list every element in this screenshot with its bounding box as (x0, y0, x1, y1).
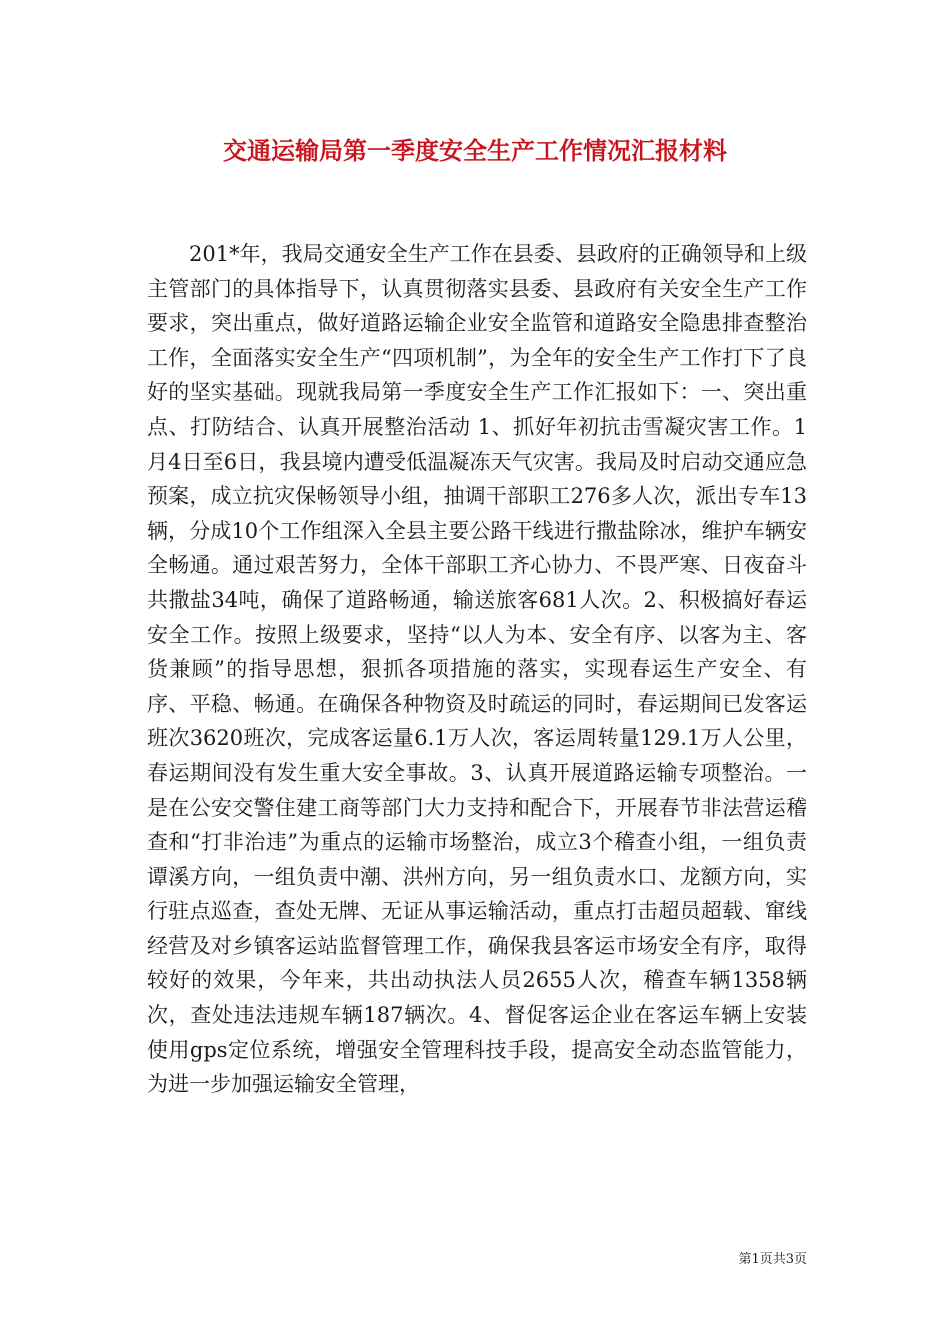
document-body-paragraph: 201*年，我局交通安全生产工作在县委、县政府的正确领导和上级主管部门的具体指导下，认真贯彻落实县委、县政府有关安全生产工作要求，突出重点，做好道路运输企业安全监管和道路安全隐患排查整治工作，全面落实安全生产“四项机制”，为全年的安全生产工作打下了良好的坚实基础。现就我局第一季度安全生产工作汇报如下：一、突出重点、打防结合、认真开展整治活动 1、抓好年初抗击雪凝灾害工作。1月4日至6日，我县境内遭受低温凝冻天气灾害。我局及时启动交通应急预案，成立抗灾保畅领导小组，抽调干部职工276多人次，派出专车13辆，分成10个工作组深入全县主要公路干线进行撒盐除冰，维护车辆安全畅通。通过艰苦努力，全体干部职工齐心协力、不畏严寒、日夜奋斗共撒盐34吨，确保了道路畅通，输送旅客681人次。2、积极搞好春运安全工作。按照上级要求，坚持“以人为本、安全有序、以客为主、客货兼顾”的指导思想，狠抓各项措施的落实，实现春运生产安全、有序、平稳、畅通。在确保各种物资及时疏运的同时，春运期间已发客运班次3620班次，完成客运量6.1万人次，客运周转量129.1万人公里，春运期间没有发生重大安全事故。3、认真开展道路运输专项整治。一是在公安交警住建工商等部门大力支持和配合下，开展春节非法营运稽查和“打非治违”为重点的运输市场整治，成立3个稽查小组，一组负责谭溪方向，一组负责中潮、洪州方向，另一组负责水口、龙额方向，实行驻点巡查，查处无牌、无证从事运输活动，重点打击超员超载、窜线经营及对乡镇客运站监督管理工作，确保我县客运市场安全有序，取得较好的效果，今年来，共出动执法人员2655人次，稽查车辆1358辆次，查处违法违规车辆187辆次。4、督促客运企业在客运车辆上安装使用gps定位系统，增强安全管理科技手段，提高安全动态监管能力，为进一步加强运输安全管理， (147, 242, 807, 1097)
document-title: 交通运输局第一季度安全生产工作情况汇报材料 (223, 136, 727, 165)
page-number: 第1页共3页 (738, 1252, 807, 1267)
